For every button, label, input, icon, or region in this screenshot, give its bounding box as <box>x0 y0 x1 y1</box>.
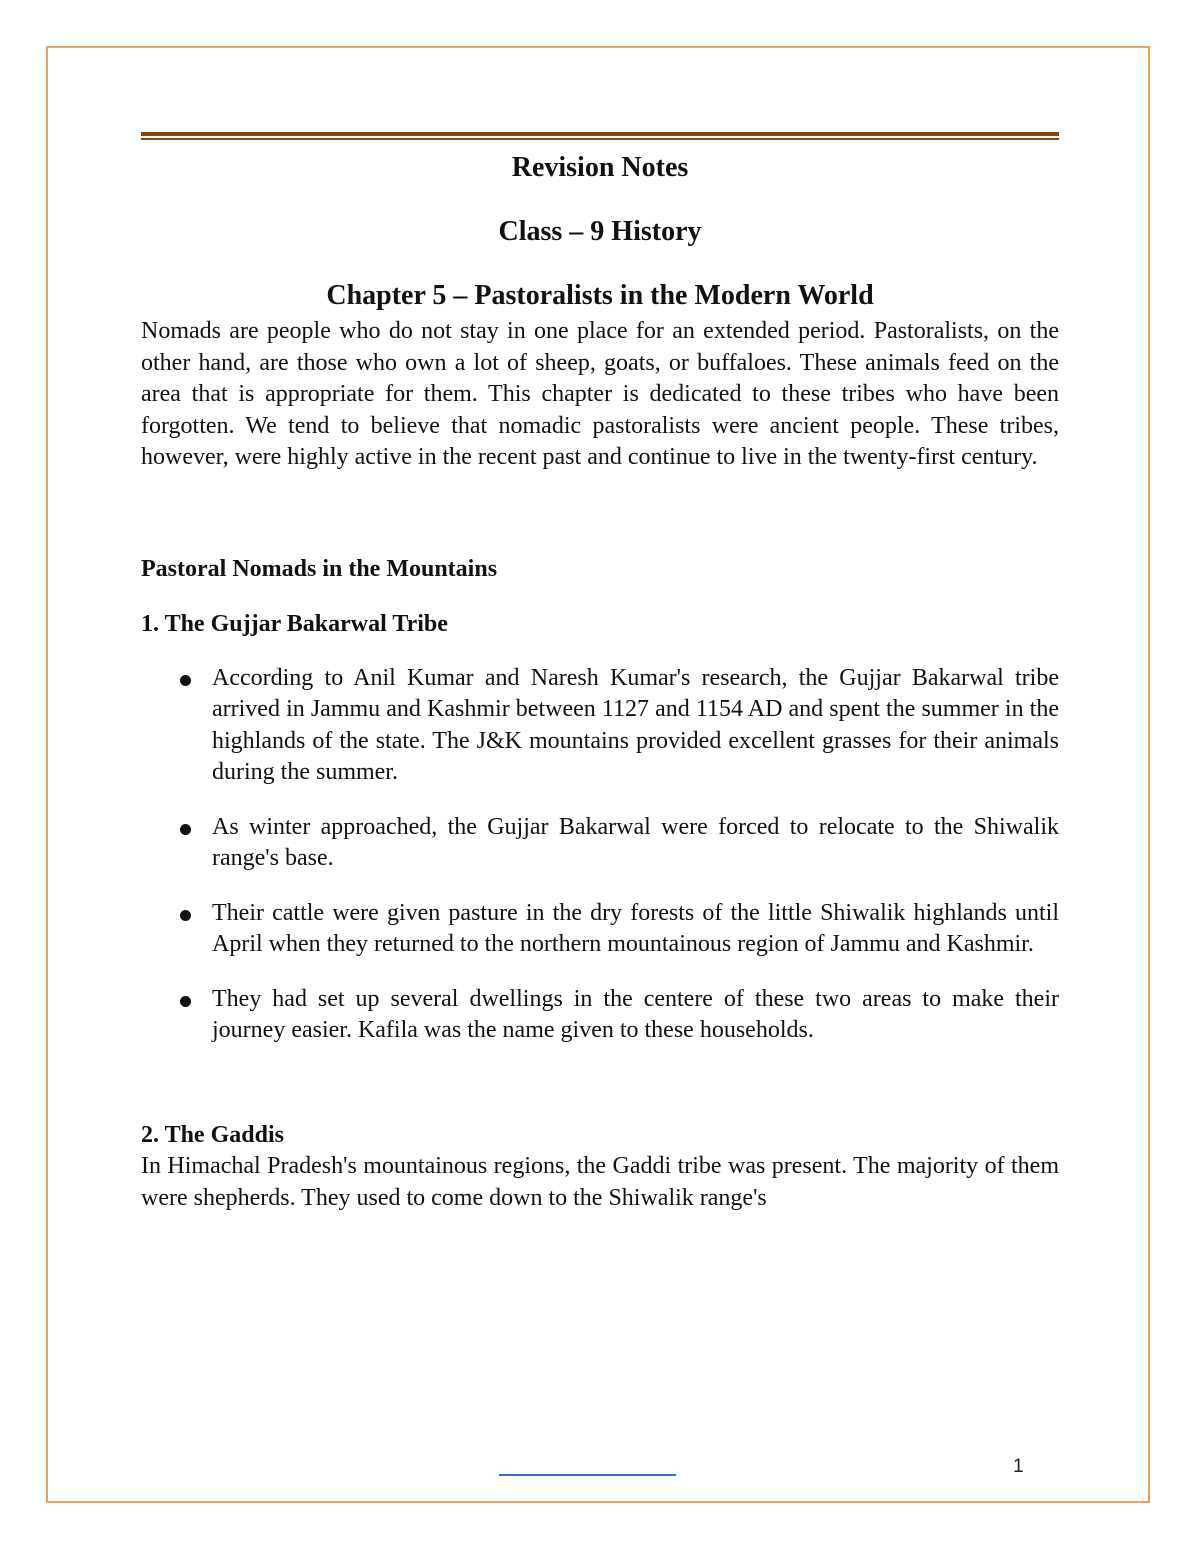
page-number: 1 <box>1013 1456 1024 1477</box>
section-heading: Pastoral Nomads in the Mountains <box>141 555 498 582</box>
gujjar-bullet-list <box>141 663 1059 1047</box>
list-item <box>141 663 1059 789</box>
bullet-icon <box>180 675 191 686</box>
bullet-icon <box>180 996 191 1007</box>
class-subtitle: Class – 9 History <box>498 216 702 247</box>
list-item <box>141 898 1059 961</box>
list-item-text: They had set up several dwellings in the centere of these two areas to make their journey easier. Kafila was the name given to these households. <box>212 985 1059 1044</box>
list-item-text: As winter approached, the Gujjar Bakarwal were forced to relocate to the Shiwalik range's base. <box>212 813 1059 872</box>
list-item-text: Their cattle were given pasture in the dry forests of the little Shiwalik highlands until April when they returned to the northern mountainous region of Jammu and Kashmir. <box>212 899 1059 958</box>
subsection-heading-gaddis: 2. The Gaddis <box>141 1121 284 1148</box>
bullet-icon <box>180 910 191 921</box>
list-item-text: According to Anil Kumar and Naresh Kumar's research, the Gujjar Bakarwal tribe arrived in Jammu and Kashmir between 1127 and 1154 AD and spent the summer in the highlands of the state. The J&K mountains provided excellent grasses for their animals during the summer. <box>212 664 1059 786</box>
subsection-heading-gujjar: 1. The Gujjar Bakarwal Tribe <box>141 610 448 637</box>
footer-line <box>499 1474 676 1476</box>
intro-paragraph: Nomads are people who do not stay in one place for an extended period. Pastoralists, on the other hand, are those who own a lot of sheep, goats, or buffaloes. These animals feed on the area that is appropriate for them. This chapter is dedicated to these tribes who have been forgotten. We tend to believe that nomadic pastoralists were ancient people. These tribes, however, were highly active in the recent past and continue to live in the twenty-first century. <box>141 318 1059 471</box>
header-rule <box>141 132 1059 140</box>
list-item <box>141 812 1059 875</box>
bullet-icon <box>180 824 191 835</box>
list-item <box>141 984 1059 1047</box>
header-rule-thin <box>141 138 1059 140</box>
gaddis-paragraph: In Himachal Pradesh's mountainous regions, the Gaddi tribe was present. The majority of them were shepherds. They used to come down to the Shiwalik range's <box>141 1152 1059 1211</box>
chapter-title: Chapter 5 – Pastoralists in the Modern World <box>326 280 874 311</box>
header-rule-thick <box>141 132 1059 136</box>
document-content <box>141 148 1059 1214</box>
document-title: Revision Notes <box>511 152 689 183</box>
